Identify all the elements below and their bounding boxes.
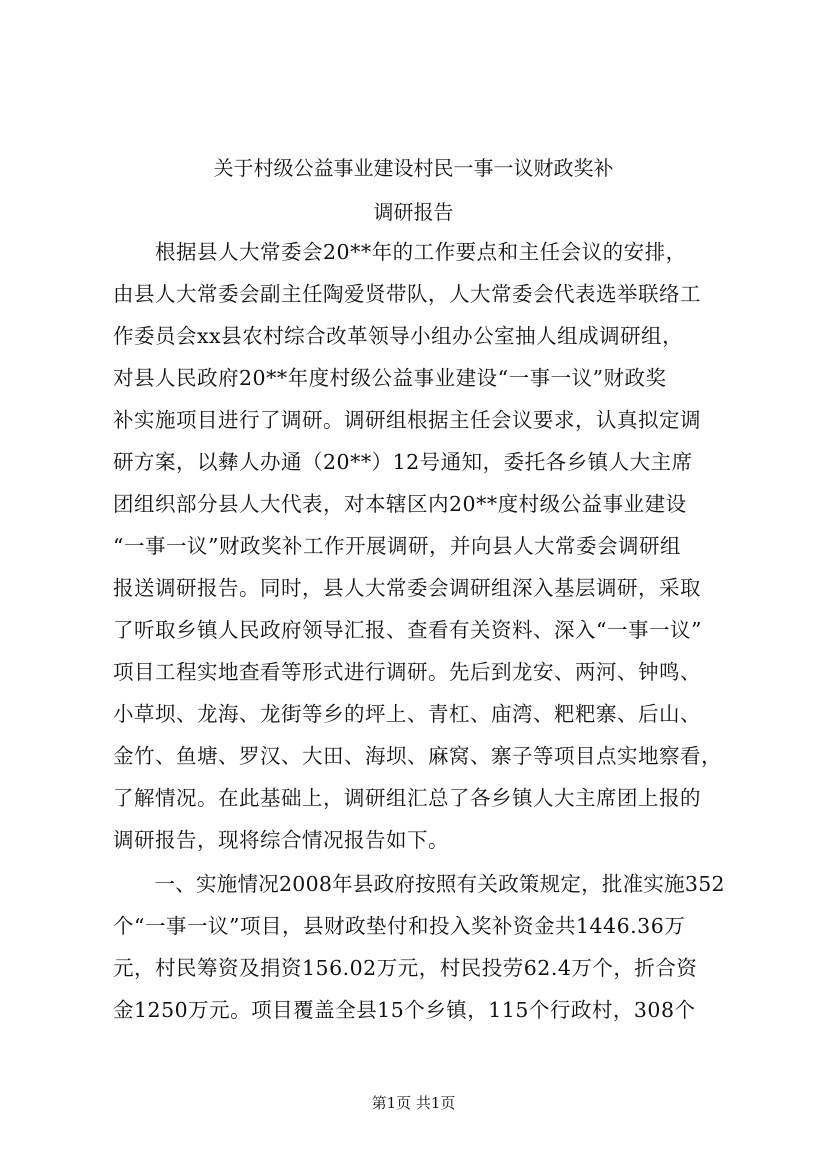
body-line-15: 调研报告，现将综合情况报告如下。 bbox=[113, 828, 449, 852]
body-line-11: 项目工程实地查看等形式进行调研。先后到龙安、两河、钟鸣、 bbox=[113, 660, 701, 684]
body-line-10: 了听取乡镇人民政府领导汇报、查看有关资料、深入“一事一议” bbox=[113, 618, 702, 642]
body-line-3: 作委员会xx县农村综合改革领导小组办公室抽人组成调研组， bbox=[113, 324, 684, 348]
page-footer: 第1页 共1页 bbox=[371, 1094, 456, 1112]
body-line-9: 报送调研报告。同时，县人大常委会调研组深入基层调研，采取 bbox=[113, 576, 701, 600]
body-line-13: 金竹、鱼塘、罗汉、大田、海坝、麻窝、寨子等项目点实地察看， bbox=[113, 744, 722, 768]
document-title-line-1: 关于村级公益事业建设村民一事一议财政奖补 bbox=[213, 156, 614, 180]
body-line-5: 补实施项目进行了调研。调研组根据主任会议要求，认真拟定调 bbox=[113, 408, 701, 432]
body-line-8: “一事一议”财政奖补工作开展调研，并向县人大常委会调研组 bbox=[113, 534, 681, 558]
body-line-7: 团组织部分县人大代表，对本辖区内20**度村级公益事业建设 bbox=[113, 492, 687, 516]
body-line-17: 个“一事一议”项目，县财政垫付和投入奖补资金共1446.36万 bbox=[113, 914, 686, 938]
body-line-16: 一、实施情况2008年县政府按照有关政策规定，批准实施352 bbox=[113, 872, 725, 896]
document-title-line-2: 调研报告 bbox=[373, 200, 454, 224]
body-line-19: 金1250万元。项目覆盖全县15个乡镇，115个行政村，308个 bbox=[113, 998, 696, 1022]
body-line-1: 根据县人大常委会20**年的工作要点和主任会议的安排， bbox=[113, 240, 687, 264]
body-line-6: 研方案，以彝人办通（20**）12号通知，委托各乡镇人大主席 bbox=[113, 450, 693, 474]
body-line-4: 对县人民政府20**年度村级公益事业建设“一事一议”财政奖 bbox=[113, 366, 667, 390]
body-line-14: 了解情况。在此基础上，调研组汇总了各乡镇人大主席团上报的 bbox=[113, 786, 701, 810]
body-line-18: 元，村民筹资及捐资156.02万元，村民投劳62.4万个，折合资 bbox=[113, 956, 698, 980]
body-line-12: 小草坝、龙海、龙街等乡的坪上、青杠、庙湾、粑粑寨、后山、 bbox=[113, 702, 701, 726]
body-line-2: 由县人大常委会副主任陶爱贤带队，人大常委会代表选举联络工 bbox=[113, 282, 701, 306]
